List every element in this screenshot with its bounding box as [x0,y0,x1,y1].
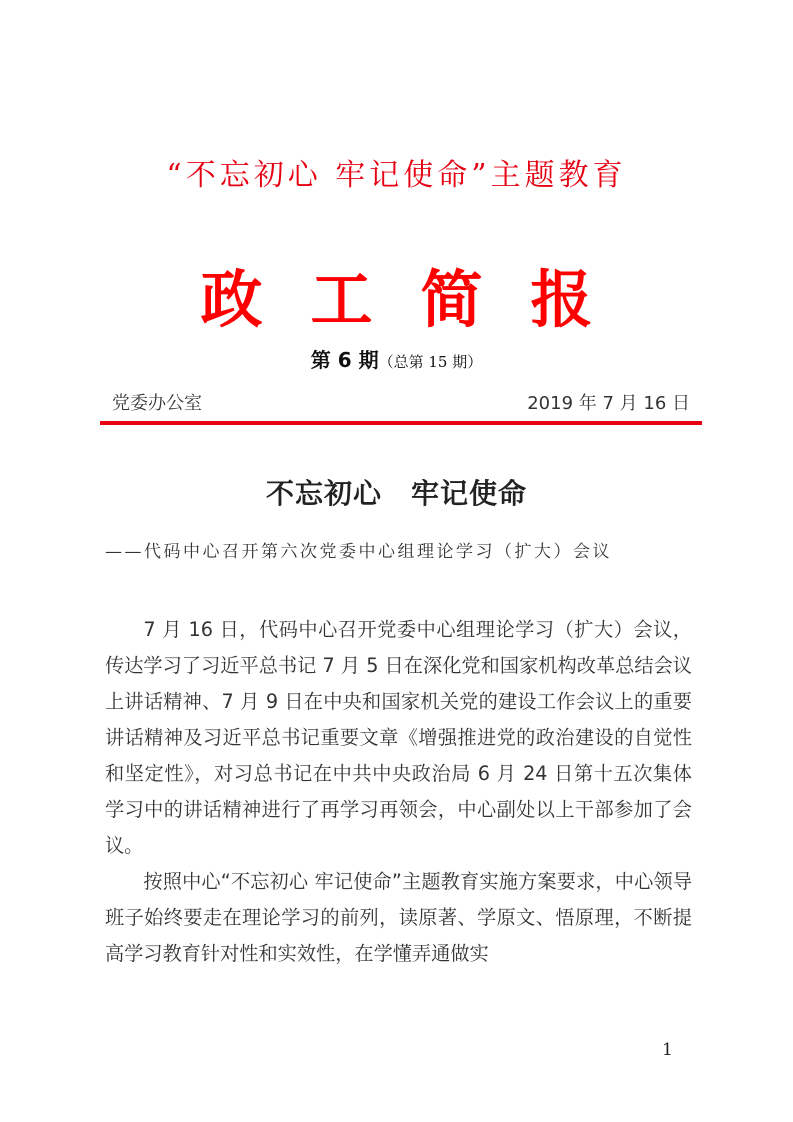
masthead-char: 政 [200,263,263,336]
paragraph: 7 月 16 日，代码中心召开党委中心组理论学习（扩大）会议，传达学习了习近平总书记 7 月 5 日在深化党和国家机构改革总结会议上讲话精神、7 月 9 日在中央和国家机关党的建设工作会议上的重要讲话精神及习近平总书记重要文章《增强推进党的政治建设的自觉性和坚定性》，对习总书记在中共中央政治局 6 月 24 日第十五次集体学习中的讲话精神进行了再学习再领会，中心副处以上干部参加了会议。 [105,618,692,857]
page-number: 1 [662,1040,673,1060]
issue-label: 第 6 期 [310,348,379,372]
masthead-char: 简 [420,263,483,336]
red-divider [100,421,702,425]
topic-banner: “不忘初心 牢记使命”主题教育 [166,158,627,193]
issue-total: （总第 15 期） [378,353,483,371]
department: 党委办公室 [112,393,202,414]
masthead-title [0,250,793,339]
masthead-char: 工 [310,263,373,336]
article-body [105,612,692,972]
issue-date: 2019 年 7 月 16 日 [527,393,690,414]
article-subtitle: ——代码中心召开第六次党委中心组理论学习（扩大）会议 [105,542,612,562]
masthead-char: 报 [530,263,593,336]
article-title: 不忘初心 牢记使命 [265,477,527,510]
issue-number [0,344,793,373]
paragraph: 按照中心“不忘初心 牢记使命”主题教育实施方案要求，中心领导班子始终要走在理论学习的前列，读原著、学原文、悟原理，不断提高学习教育针对性和实效性，在学懂弄通做实 [105,870,692,965]
